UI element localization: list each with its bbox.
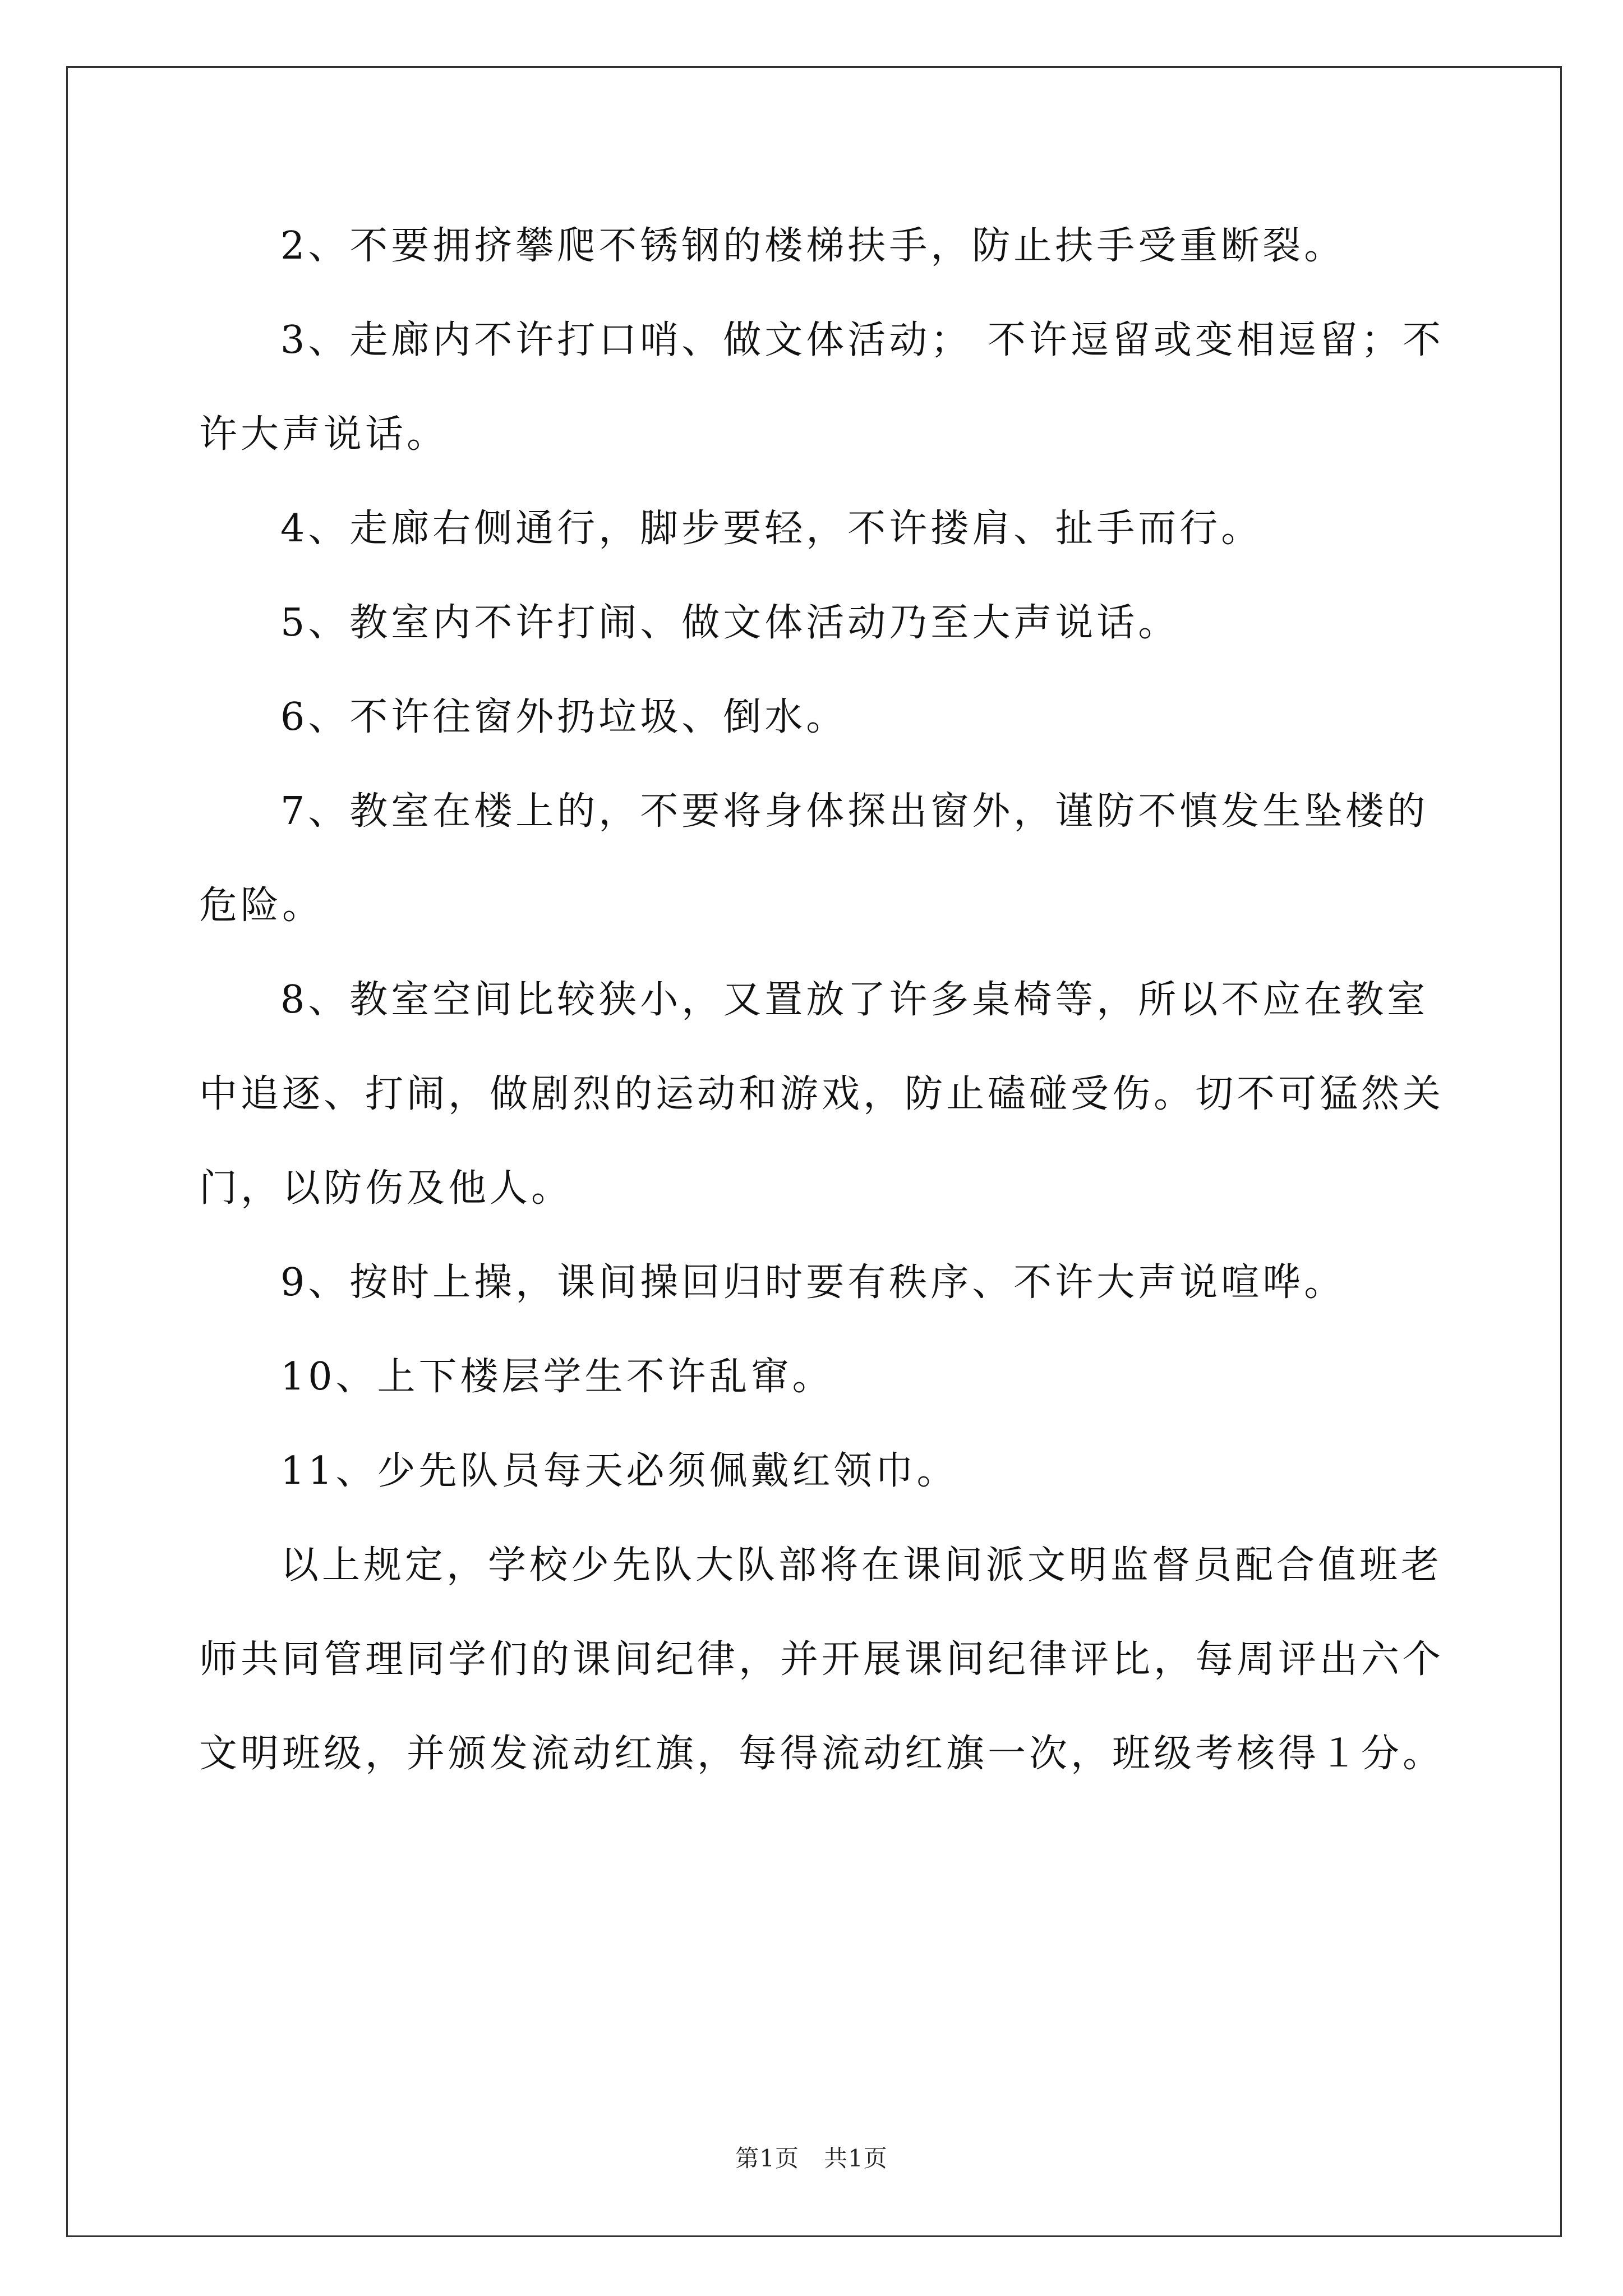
paragraph-rule-7: 7、教室在楼上的，不要将身体探出窗外，谨防不慎发生坠楼的危险。 (199, 789, 1429, 928)
paragraph-rule-4: 4、走廊右侧通行，脚步要轻，不许搂肩、扯手而行。 (280, 507, 1263, 551)
page-total: 共1页 (824, 2145, 888, 2172)
document-body (199, 199, 1450, 1801)
page-number: 第1页 (735, 2145, 799, 2172)
paragraph-rule-8: 8、教室空间比较狭小，又置放了许多桌椅等，所以不应在教室中追逐、打闹，做剧烈的运动和游戏，防止磕碰受伤。切不可猛然关门，以防伤及他人。 (199, 978, 1445, 1211)
paragraph-rule-5: 5、教室内不许打闹、做文体活动乃至大声说话。 (280, 601, 1180, 645)
paragraph-rule-11: 11、少先队员每天必须佩戴红领巾。 (280, 1449, 958, 1493)
paragraph-rule-2: 2、不要拥挤攀爬不锈钢的楼梯扶手，防止扶手受重断裂。 (280, 224, 1346, 268)
paragraph-rule-6: 6、不许往窗外扔垃圾、倒水。 (280, 695, 848, 739)
paragraph-rule-9: 9、按时上操，课间操回归时要有秩序、不许大声说喧哗。 (280, 1260, 1346, 1305)
paragraph-rule-10: 10、上下楼层学生不许乱窜。 (280, 1355, 834, 1399)
paragraph-conclusion: 以上规定，学校少先队大队部将在课间派文明监督员配合值班老师共同管理同学们的课间纪律，并开展课间纪律评比，每周评出六个文明班级，并颁发流动红旗，每得流动红旗一次，班级考核得１分。 (199, 1543, 1445, 1776)
page-footer (0, 2140, 1623, 2174)
paragraph-rule-3: 3、走廊内不许打口哨、做文体活动； 不许逗留或变相逗留；不许大声说话。 (199, 318, 1444, 457)
